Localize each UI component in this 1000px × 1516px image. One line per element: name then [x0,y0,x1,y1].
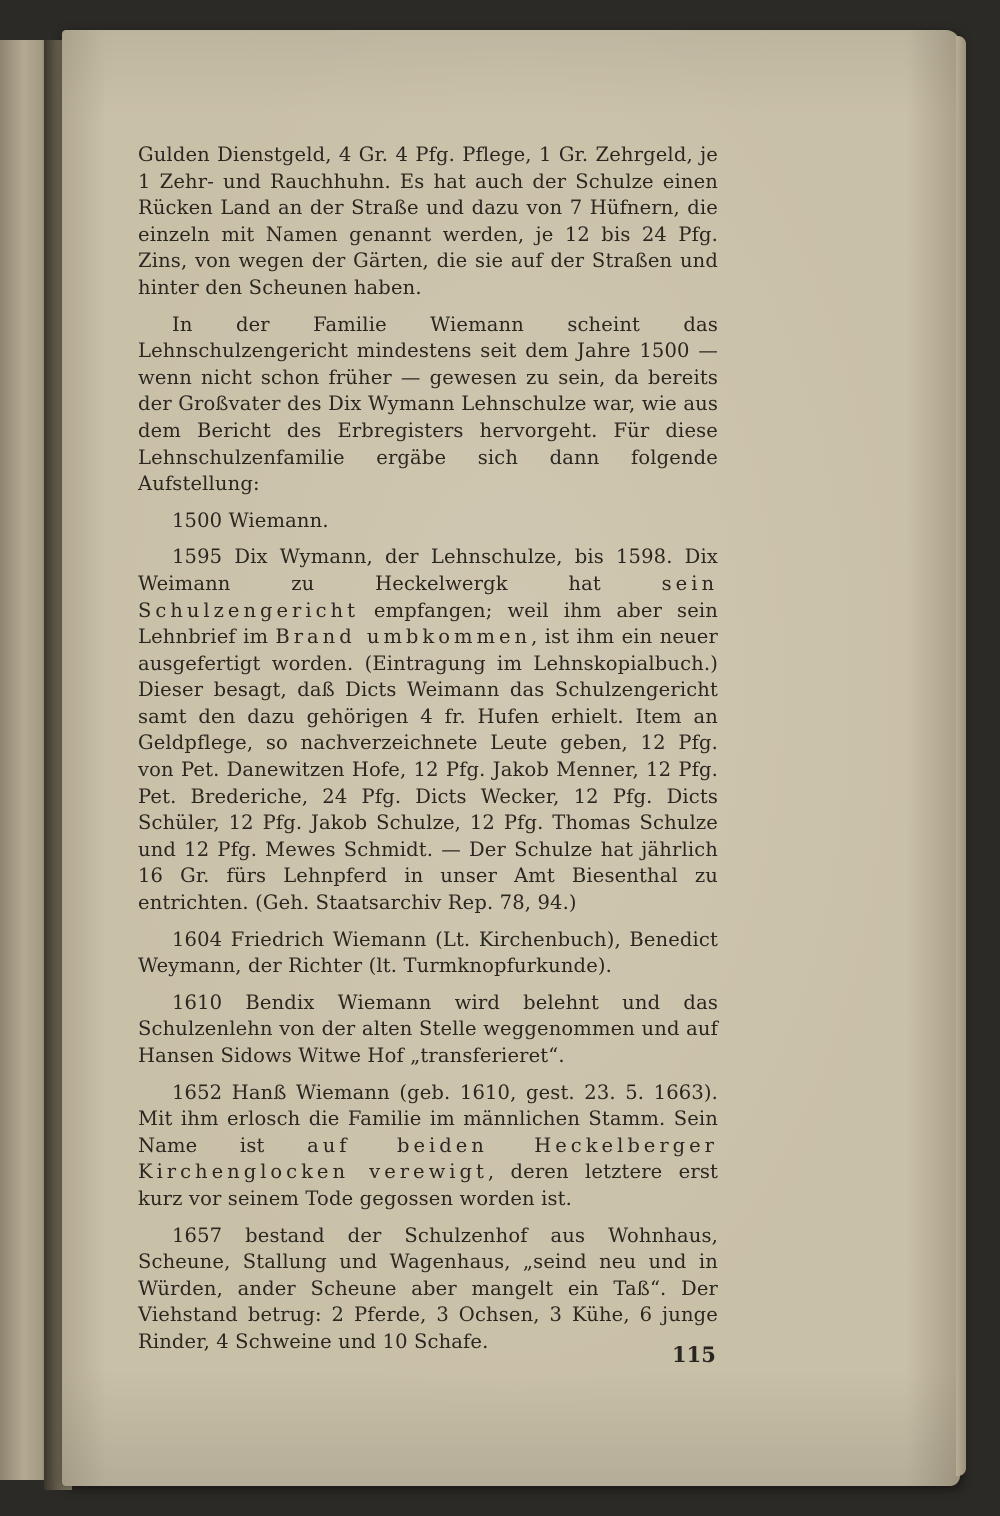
paragraph-7-emphasis: auf beiden Heckelberger Kirchenglocken verewigt [138,1133,719,1184]
paragraph-4 [138,544,718,916]
paragraph-4-after: , ist ihm ein neuer ausgefertigt worden. (Eintragung im Lehnskopialbuch.) Dieser besagt, daß Dicts Weimann das Schulzengericht samt den dazu gehörigen 4 fr. Hufen erhielt. Item an Geldpflege, so nachverzeichnete Leute geben, 12 Pfg. von Pet. Danewitzen Hofe, 12 Pfg. Jakob Menner, 12 Pfg. Pet. Brederiche, 24 Pfg. Dicts Wecker, 12 Pfg. Dicts Schüler, 12 Pfg. Jakob Schulze, 12 Pfg. Thomas Schulze und 12 Pfg. Mewes Schmidt. — Der Schulze hat jährlich 16 Gr. fürs Lehnpferd in unser Amt Biesenthal zu entrichten. (Geh. Staatsarchiv Rep. 78, 94.) [138,625,718,915]
paragraph-7-before: 1652 Hanß Wiemann (geb. 1610, gest. 23. 5. 1663). Mit ihm erlosch die Familie im männlichen Stamm. Sein Name ist [138,1080,718,1157]
paragraph-7 [138,1080,718,1213]
paragraph-5: 1604 Friedrich Wiemann (Lt. Kirchenbuch), Benedict Weymann, der Richter (lt. Turmknopfurkunde). [138,927,718,978]
paragraph-4-before: 1595 Dix Wymann, der Lehnschulze, bis 1598. Dix Weimann zu Heckelwergk hat [138,545,718,595]
page-text [138,142,718,1366]
paragraph-4-emphasis-2: Brand umbkommen [275,625,532,649]
paragraph-4-middle: empfangen; weil ihm aber sein Lehnbrief im [138,598,718,649]
page-number: 115 [672,1342,716,1367]
paragraph-4-emphasis-1: sein Schulzengericht [138,571,718,622]
paragraph-2: In der Familie Wiemann scheint das Lehnschulzengericht mindestens seit dem Jahre 1500 — wenn nicht schon früher — gewesen zu sein, da bereits der Großvater des Dix Wymann Lehnschulze war, wie aus dem Bericht des Erbregisters hervorgeht. Für diese Lehnschulzenfamilie ergäbe sich dann folgende Aufstellung: [138,312,718,496]
paragraph-8: 1657 bestand der Schulzenhof aus Wohnhaus, Scheune, Stallung und Wagenhaus, „seind neu und in Würden, ander Scheune aber mangelt ein Taß“. Der Viehstand betrug: 2 Pferde, 3 Ochsen, 3 Kühe, 6 junge Rinder, 4 Schweine und 10 Schafe. [138,1223,718,1353]
paragraph-7-after: , deren letztere erst kurz vor seinem Tode gegossen worden ist. [138,1160,718,1210]
paragraph-3: 1500 Wiemann. [172,508,329,532]
paragraph-1: Gulden Dienstgeld, 4 Gr. 4 Pfg. Pflege, 1 Gr. Zehrgeld, je 1 Zehr- und Rauchhuhn. Es hat auch der Schulze einen Rücken Land an der Straße und dazu von 7 Hüfnern, die einzeln mit Namen genannt werden, je 12 bis 24 Pfg. Zins, von wegen der Gärten, die sie auf der Straßen und hinter den Scheunen haben. [138,143,718,299]
page-edge [956,36,966,1476]
paragraph-6: 1610 Bendix Wiemann wird belehnt und das Schulzenlehn von der alten Stelle weggenommen und auf Hansen Sidows Witwe Hof „transferieret“. [138,990,718,1067]
